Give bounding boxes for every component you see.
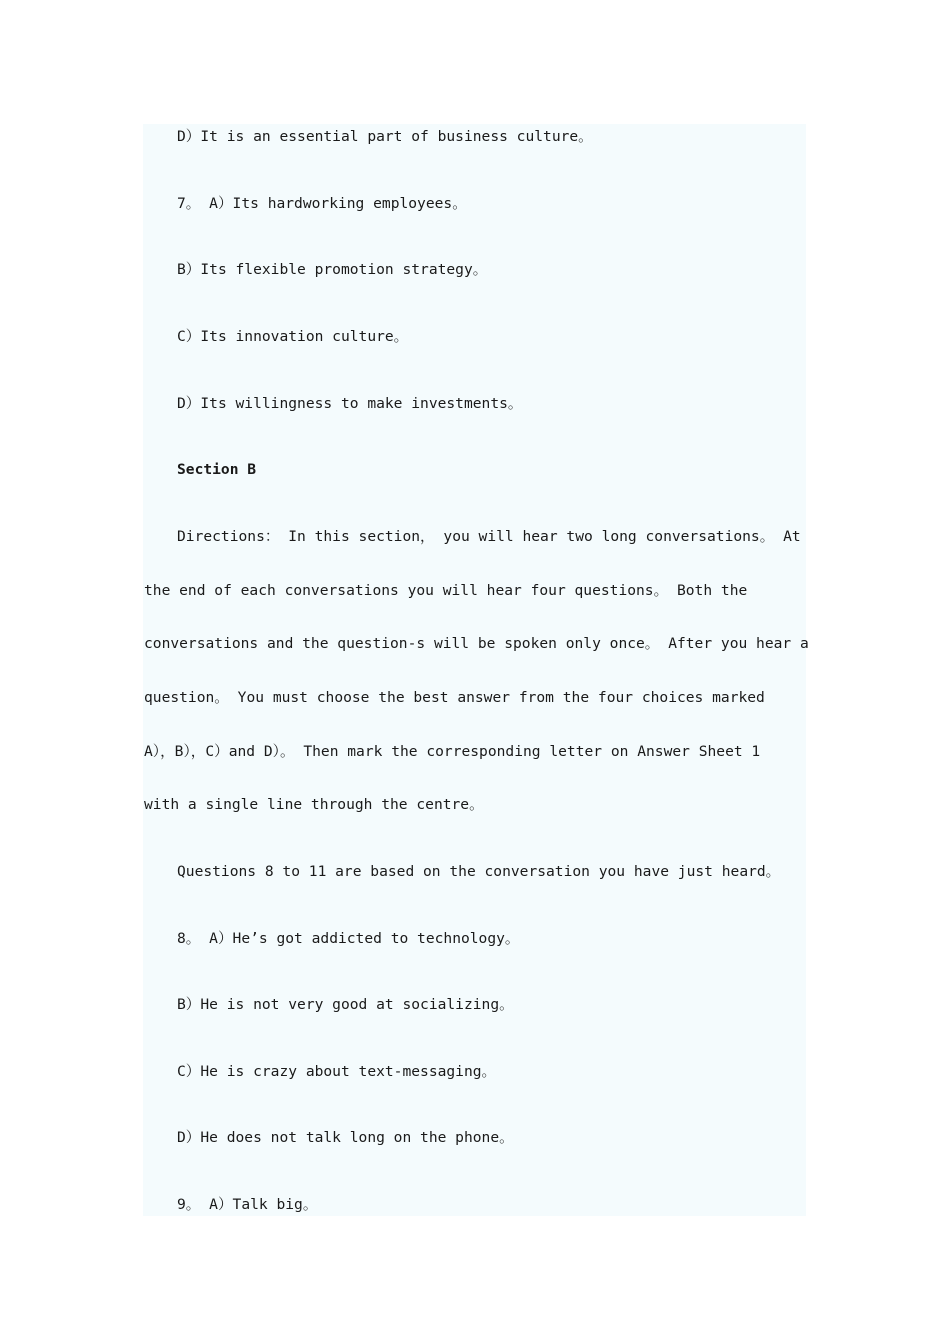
q6-option-d: D）It is an essential part of business culture。 <box>177 128 593 145</box>
q7-option-a: 7。 A）Its hardworking employees。 <box>177 195 467 212</box>
directions-line: Directions： In this section， you will hear two long conversations。 At <box>177 528 801 545</box>
directions-line: question。 You must choose the best answer from the four choices marked <box>144 689 765 706</box>
section-b-heading: Section B <box>177 461 257 478</box>
q7-option-c: C）Its innovation culture。 <box>177 328 409 345</box>
q9-option-a: 9。 A）Talk big。 <box>177 1196 318 1213</box>
q7-option-d: D）Its willingness to make investments。 <box>177 395 523 412</box>
directions-line: the end of each conversations you will hear four questions。 Both the <box>144 582 748 599</box>
directions-line: A），B），C）and D）。 Then mark the corresponding letter on Answer Sheet 1 <box>144 743 761 760</box>
q8-option-a: 8。 A）He’s got addicted to technology。 <box>177 930 520 947</box>
directions-line: conversations and the question-s will be spoken only once。 After you hear a <box>144 635 809 652</box>
q8-option-c: C）He is crazy about text-messaging。 <box>177 1063 497 1080</box>
directions-line: with a single line through the centre。 <box>144 796 484 813</box>
questions-intro: Questions 8 to 11 are based on the conversation you have just heard。 <box>177 863 781 880</box>
q7-option-b: B）Its flexible promotion strategy。 <box>177 261 488 278</box>
q8-option-d: D）He does not talk long on the phone。 <box>177 1129 514 1146</box>
document-page <box>143 124 806 1216</box>
q8-option-b: B）He is not very good at socializing。 <box>177 996 514 1013</box>
